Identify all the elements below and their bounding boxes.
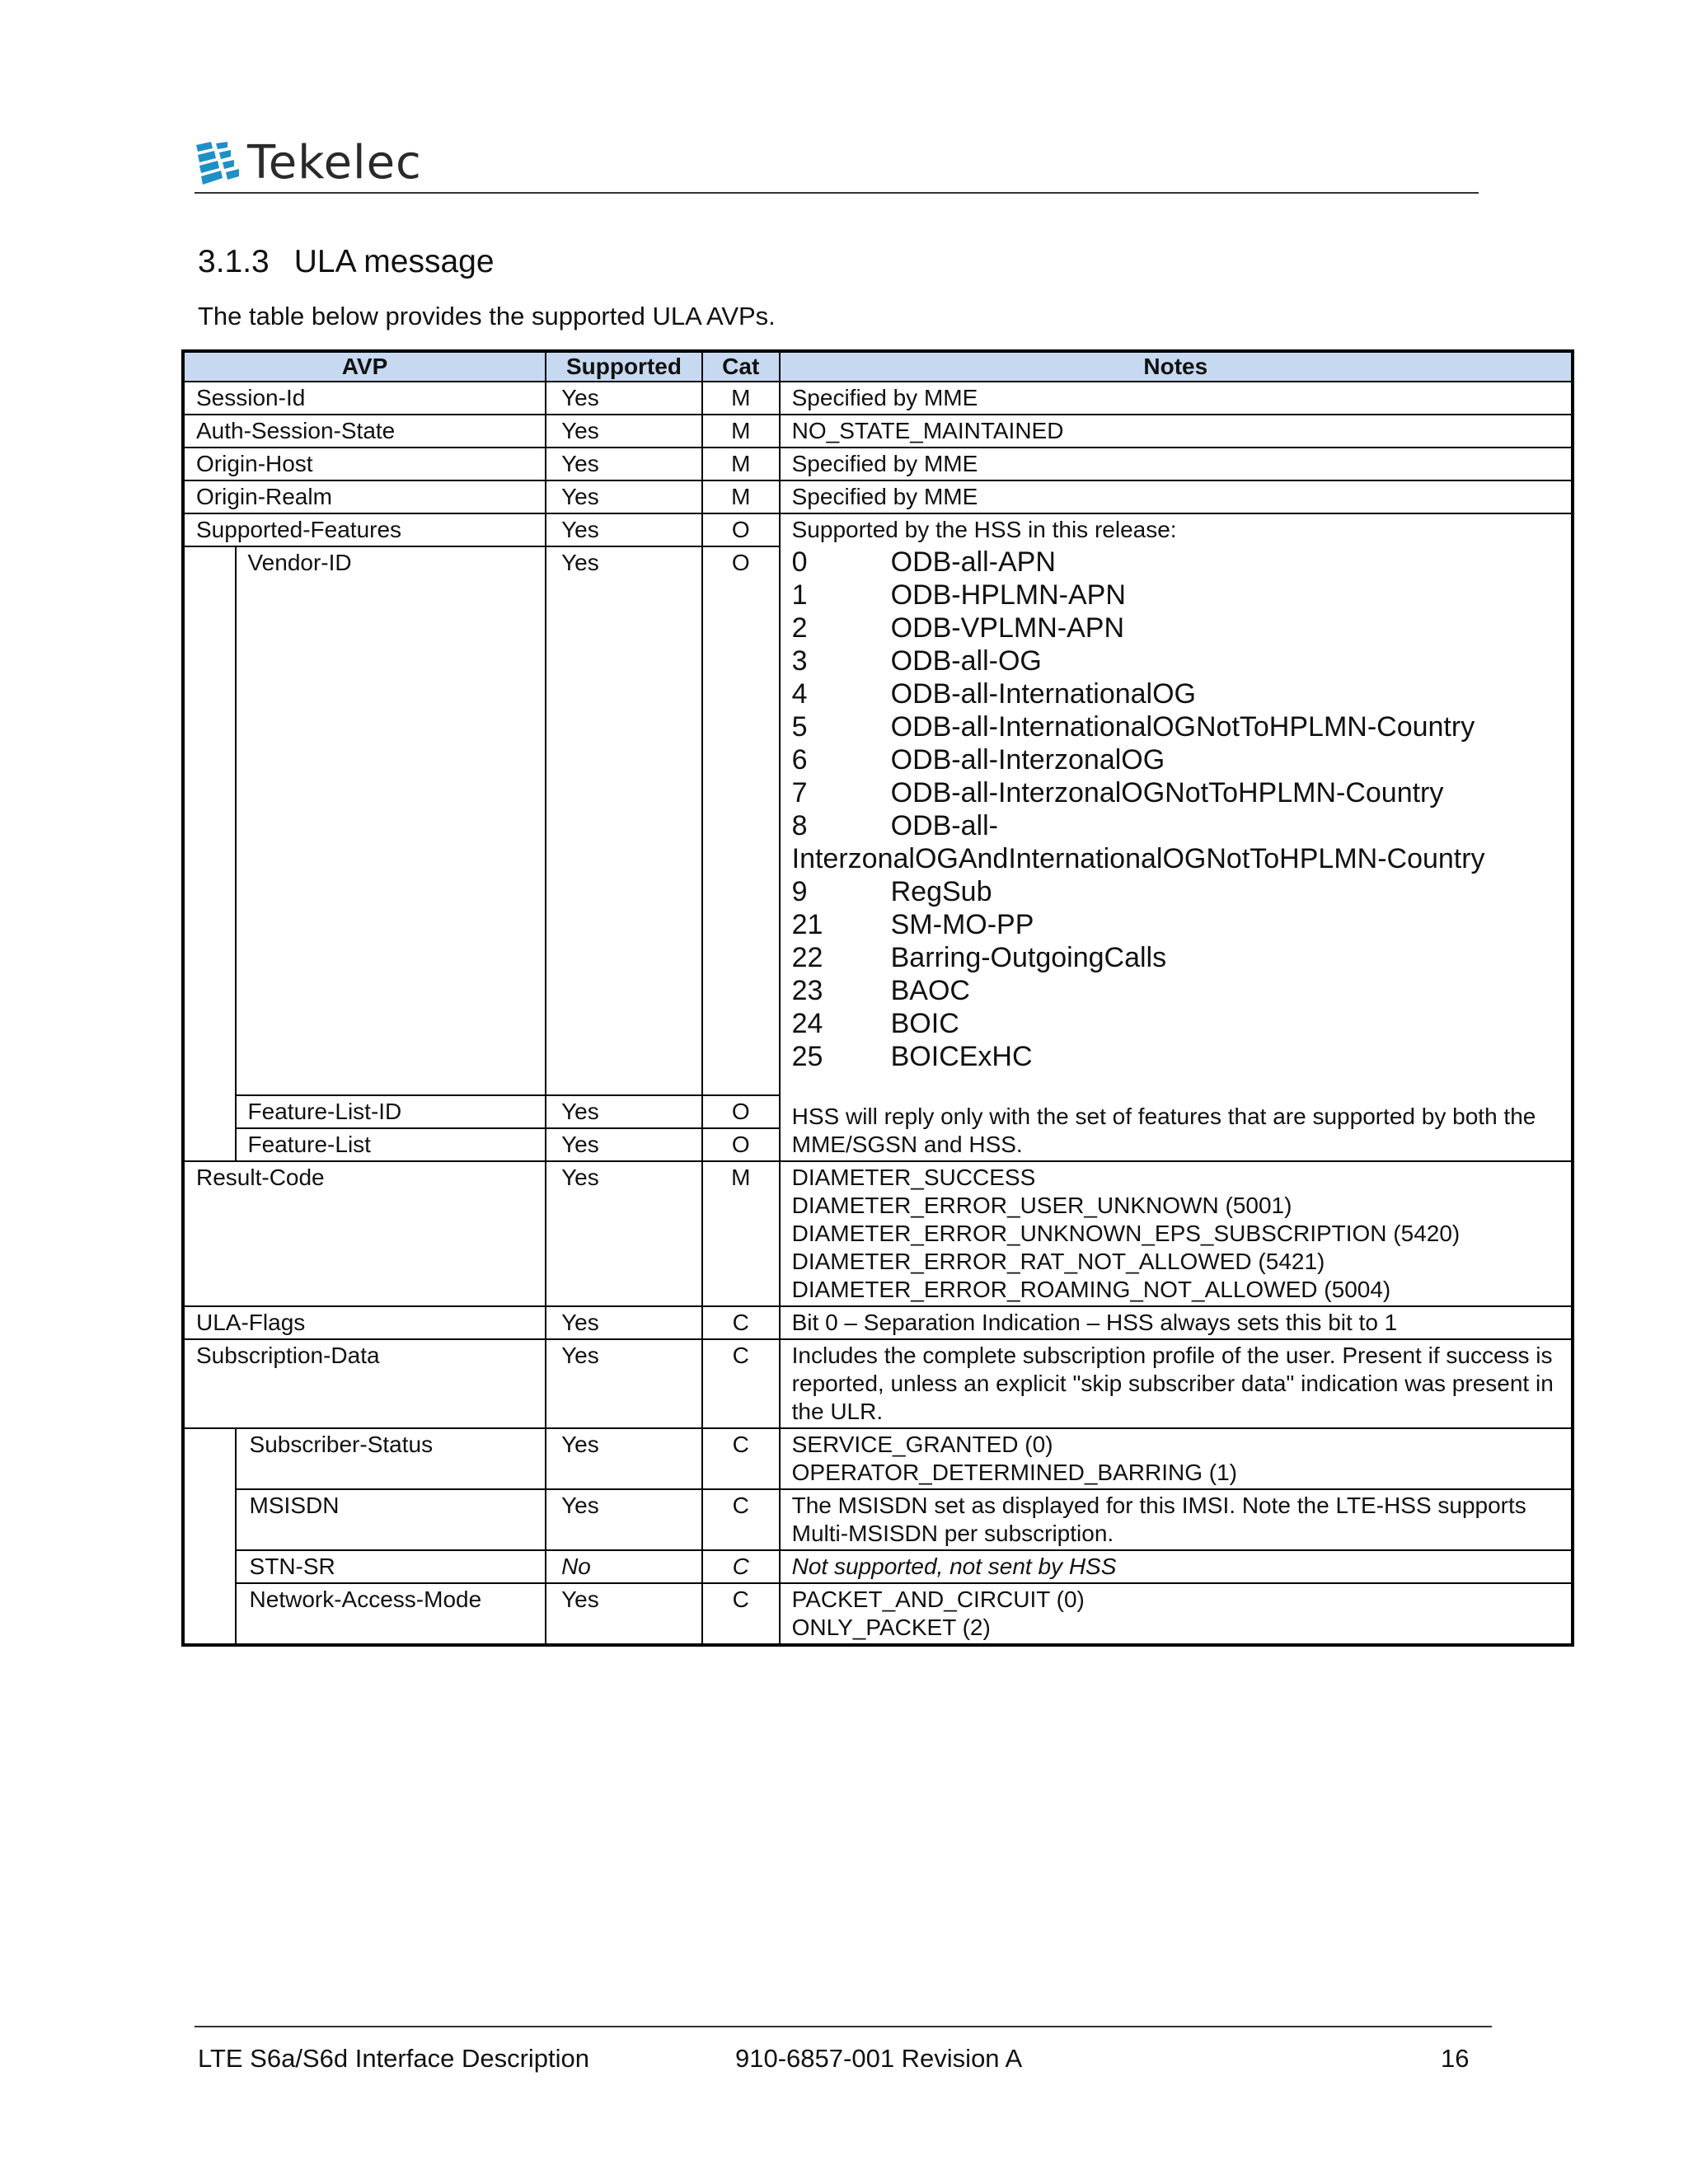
feature-number: 2	[791, 612, 808, 644]
footer-doc-title: LTE S6a/S6d Interface Description	[198, 2044, 590, 2073]
list-item	[792, 776, 1559, 809]
avp-name: Feature-List	[236, 1128, 546, 1161]
list-item	[792, 1040, 1559, 1073]
avp-cat: M	[702, 1161, 780, 1306]
avp-supported: Yes	[546, 448, 702, 480]
avp-name: ULA-Flags	[183, 1306, 546, 1339]
page-number: 16	[1441, 2044, 1470, 2073]
list-item	[792, 809, 1559, 875]
feature-number: 25	[791, 1041, 823, 1072]
avp-cat: C	[702, 1583, 780, 1645]
avp-name: Auth-Session-State	[183, 415, 546, 448]
feature-name: ODB-VPLMN-APN	[890, 612, 1124, 644]
avp-supported: Yes	[546, 1161, 702, 1306]
avp-name: Session-Id	[183, 382, 546, 415]
section-number: 3.1.3	[198, 244, 270, 279]
list-item	[792, 875, 1559, 908]
avp-cat: C	[702, 1550, 780, 1583]
avp-supported: Yes	[546, 1339, 702, 1428]
feature-name-continuation: InterzonalOGAndInternationalOGNotToHPLMN-Country	[791, 843, 1485, 874]
indent-spacer	[183, 546, 236, 1161]
result-code-value: DIAMETER_ERROR_RAT_NOT_ALLOWED (5421)	[791, 1249, 1325, 1274]
feature-name: ODB-all-	[890, 810, 998, 841]
section-heading	[198, 244, 495, 280]
feature-name: BAOC	[890, 975, 970, 1006]
features-intro: Supported by the HSS in this release:	[791, 517, 1177, 542]
result-code-value: DIAMETER_ERROR_USER_UNKNOWN (5001)	[791, 1193, 1292, 1218]
avp-notes: Bit 0 – Separation Indication – HSS always sets this bit to 1	[780, 1306, 1573, 1339]
feature-number: 5	[791, 711, 808, 743]
avp-name: Feature-List-ID	[236, 1095, 546, 1128]
avp-cat: C	[702, 1428, 780, 1489]
list-item	[792, 546, 1559, 579]
table-row	[183, 1339, 1573, 1428]
list-item	[792, 941, 1559, 974]
table-row	[183, 513, 1573, 546]
feature-number: 9	[791, 876, 808, 907]
list-item	[792, 579, 1559, 612]
header-avp: AVP	[183, 351, 546, 382]
avp-notes: Not supported, not sent by HSS	[780, 1550, 1573, 1583]
feature-name: ODB-all-InterzonalOG	[890, 744, 1165, 776]
avp-cat: M	[702, 382, 780, 415]
table-header-row	[183, 351, 1573, 382]
avp-notes	[780, 1161, 1573, 1306]
feature-number: 24	[791, 1008, 823, 1039]
feature-name: SM-MO-PP	[890, 909, 1034, 940]
avp-name: Vendor-ID	[236, 546, 546, 1095]
feature-name: BOIC	[890, 1008, 959, 1039]
tekelec-logo-icon	[195, 140, 241, 186]
avp-name: Result-Code	[183, 1161, 546, 1306]
list-item	[792, 710, 1559, 743]
avp-cat: O	[702, 513, 780, 546]
avp-supported: Yes	[546, 1489, 702, 1550]
avp-name: MSISDN	[236, 1489, 546, 1550]
feature-number: 21	[791, 909, 823, 940]
avp-supported: Yes	[546, 1095, 702, 1128]
list-item	[792, 1007, 1559, 1040]
avp-name: Network-Access-Mode	[236, 1583, 546, 1645]
header-cat: Cat	[702, 351, 780, 382]
avp-supported: Yes	[546, 415, 702, 448]
feature-name: ODB-all-InternationalOG	[890, 678, 1196, 710]
avp-cat: C	[702, 1306, 780, 1339]
avp-name: Supported-Features	[183, 513, 546, 546]
avp-name: Subscriber-Status	[236, 1428, 546, 1489]
feature-number: 3	[791, 645, 808, 677]
feature-number: 8	[791, 810, 808, 841]
result-code-value: DIAMETER_ERROR_UNKNOWN_EPS_SUBSCRIPTION (5420)	[791, 1221, 1461, 1246]
table-row	[183, 1489, 1573, 1550]
avp-supported: Yes	[546, 1428, 702, 1489]
avp-notes: Includes the complete subscription profile of the user. Present if success is reported, unless an explicit "skip subscriber data" indication was present in the ULR.	[780, 1339, 1573, 1428]
avp-notes: NO_STATE_MAINTAINED	[780, 415, 1573, 448]
avp-cat: M	[702, 448, 780, 480]
feature-name: ODB-all-APN	[890, 546, 1056, 578]
table-row	[183, 480, 1573, 513]
header-supported: Supported	[546, 351, 702, 382]
feature-number: 1	[791, 579, 808, 611]
avp-cat: C	[702, 1339, 780, 1428]
table-row	[183, 448, 1573, 480]
section-title: ULA message	[293, 244, 495, 279]
footer-divider	[195, 2026, 1492, 2027]
avp-notes: Specified by MME	[780, 480, 1573, 513]
avp-name: STN-SR	[236, 1550, 546, 1583]
indent-spacer	[183, 1428, 236, 1645]
list-item	[792, 612, 1559, 644]
avp-supported: Yes	[546, 1128, 702, 1161]
avp-supported: Yes	[546, 382, 702, 415]
avp-name: Subscription-Data	[183, 1339, 546, 1428]
table-row	[183, 1161, 1573, 1306]
feature-name: ODB-all-InternationalOGNotToHPLMN-Country	[890, 711, 1475, 743]
avp-cat: M	[702, 415, 780, 448]
feature-name: ODB-HPLMN-APN	[890, 579, 1126, 611]
feature-number: 23	[791, 975, 823, 1006]
feature-name: BOICExHC	[890, 1041, 1033, 1072]
feature-number: 4	[791, 678, 808, 710]
avp-supported: No	[546, 1550, 702, 1583]
avp-cat: M	[702, 480, 780, 513]
feature-number: 0	[791, 546, 808, 578]
avp-notes: The MSISDN set as displayed for this IMSI. Note the LTE-HSS supports Multi-MSISDN per subscription.	[780, 1489, 1573, 1550]
list-item	[792, 644, 1559, 677]
avp-notes: Specified by MME	[780, 382, 1573, 415]
feature-name: ODB-all-OG	[890, 645, 1042, 677]
mode-value: PACKET_AND_CIRCUIT (0)	[791, 1586, 1085, 1612]
feature-number: 6	[791, 744, 808, 776]
avp-name: Origin-Realm	[183, 480, 546, 513]
feature-number: 7	[791, 777, 808, 808]
avp-notes: Specified by MME	[780, 448, 1573, 480]
list-item	[792, 974, 1559, 1007]
status-value: OPERATOR_DETERMINED_BARRING (1)	[791, 1460, 1238, 1485]
avp-name: Origin-Host	[183, 448, 546, 480]
feature-name: RegSub	[890, 876, 992, 907]
footer-doc-number: 910-6857-001 Revision A	[735, 2044, 1023, 2073]
mode-value: ONLY_PACKET (2)	[791, 1615, 991, 1640]
avp-cat: O	[702, 546, 780, 1095]
table-row	[183, 382, 1573, 415]
feature-name: ODB-all-InterzonalOGNotToHPLMN-Country	[890, 777, 1444, 808]
table-row	[183, 1306, 1573, 1339]
status-value: SERVICE_GRANTED (0)	[791, 1432, 1053, 1457]
avp-cat: O	[702, 1128, 780, 1161]
result-code-value: DIAMETER_SUCCESS	[791, 1165, 1036, 1190]
section-intro: The table below provides the supported ULA AVPs.	[198, 302, 776, 330]
list-item	[792, 677, 1559, 710]
avp-supported: Yes	[546, 1583, 702, 1645]
list-item	[792, 908, 1559, 941]
table-row	[183, 415, 1573, 448]
supported-features-notes	[780, 513, 1573, 1161]
header-notes: Notes	[780, 351, 1573, 382]
avp-notes	[780, 1583, 1573, 1645]
feature-number: 22	[791, 942, 823, 973]
table-row	[183, 1583, 1573, 1645]
brand-logo	[195, 136, 422, 190]
list-item	[792, 743, 1559, 776]
header-divider	[195, 192, 1479, 194]
feature-list	[792, 546, 1559, 1073]
table-row	[183, 1550, 1573, 1583]
avp-supported: Yes	[546, 480, 702, 513]
features-note: HSS will reply only with the set of features that are supported by both the MME/SGSN and HSS.	[791, 1104, 1536, 1157]
avp-supported: Yes	[546, 1306, 702, 1339]
ula-avp-table	[181, 349, 1574, 1647]
avp-cat: C	[702, 1489, 780, 1550]
feature-name: Barring-OutgoingCalls	[890, 942, 1167, 973]
avp-cat: O	[702, 1095, 780, 1128]
avp-supported: Yes	[546, 513, 702, 546]
table-row	[183, 1428, 1573, 1489]
brand-name: Tekelec	[247, 136, 422, 190]
avp-supported: Yes	[546, 546, 702, 1095]
avp-notes	[780, 1428, 1573, 1489]
result-code-value: DIAMETER_ERROR_ROAMING_NOT_ALLOWED (5004)	[791, 1277, 1391, 1302]
